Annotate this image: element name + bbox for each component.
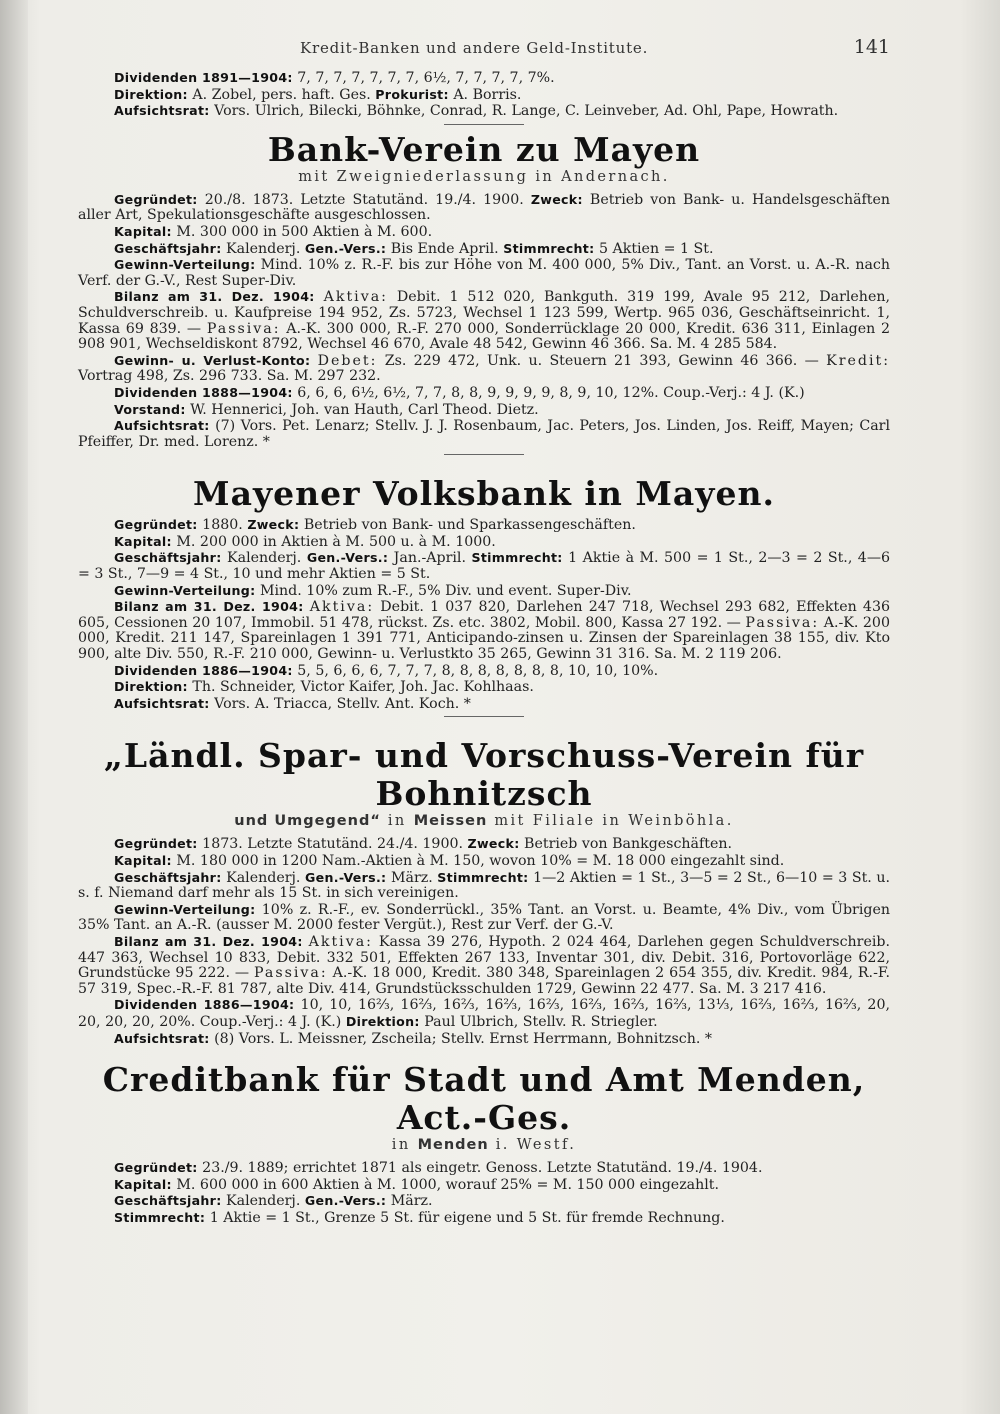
prev-dividenden: Dividenden 1891—1904: 7, 7, 7, 7, 7, 7, 7, 6½, 7, 7, 7, 7, 7%. <box>114 70 555 86</box>
running-header <box>78 36 890 58</box>
field-gewinn-verlust: Gewinn- u. Verlust-Konto: Debet: Zs. 229 472, Unk. u. Steuern 21 393, Gewinn 46 366. — Kredit: Vortrag 498, Zs. 296 733. Sa. M. 297 232. <box>78 352 891 385</box>
field-gewinn-verteilung: Gewinn-Verteilung: Mind. 10% z. R.-F. bis zur Höhe von M. 400 000, 5% Div., Tant. an Vorst. u. A.-R. nach Verf. der G.-V., Rest Super-Div. <box>78 257 891 289</box>
running-title: Kredit-Banken und andere Geld-Institute. <box>300 39 649 57</box>
entry-subtitle: und Umgegend“ in Meissen mit Filiale in Weinböhla. <box>234 813 734 830</box>
entry-title: Creditbank für Stadt und Amt Menden, Act.-Ges. <box>102 1060 866 1138</box>
entry-laendl-spar-verein <box>78 737 890 1047</box>
field-kapital: Kapital: M. 300 000 in 500 Aktien à M. 600. <box>114 223 433 240</box>
field-vorstand: Vorstand: W. Hennerici, Joh. van Hauth, Carl Theod. Dietz. <box>114 401 539 418</box>
field-aufsichtsrat: Aufsichtsrat: (8) Vors. L. Meissner, Zscheila; Stellv. Ernst Herrmann, Bohnitzsch. * <box>114 1030 712 1047</box>
field-direktion: Direktion: Th. Schneider, Victor Kaifer, Joh. Jac. Kohlhaas. <box>114 679 534 696</box>
field-gewinn-verteilung: Gewinn-Verteilung: Mind. 10% zum R.-F., 5% Div. und event. Super-Div. <box>114 582 632 599</box>
field-geschaeftsjahr: Geschäftsjahr: Kalenderj. Gen.-Vers.: März. <box>114 1193 433 1210</box>
field-dividenden: Dividenden 1888—1904: 6, 6, 6, 6½, 6½, 7, 7, 8, 8, 9, 9, 9, 9, 8, 9, 10, 12%. Coup.-Verj.: 4 J. (K.) <box>114 384 805 401</box>
entry-creditbank-menden <box>78 1061 890 1226</box>
prev-entry <box>78 70 890 120</box>
prev-direktion: Direktion: A. Zobel, pers. haft. Ges. Prokurist: A. Borris. <box>114 86 522 103</box>
field-dividenden: Dividenden 1886—1904: 5, 5, 6, 6, 6, 7, 7, 7, 8, 8, 8, 8, 8, 8, 8, 10, 10, 10%. <box>114 662 659 679</box>
entry-mayener-volksbank <box>78 475 890 712</box>
entry-title: Mayener Volksbank in Mayen. <box>193 474 775 514</box>
book-spine-shadow <box>0 0 28 1414</box>
entry-title: „Ländl. Spar- und Vorschuss-Verein für Bohnitzsch <box>103 736 865 814</box>
divider <box>444 716 524 717</box>
entry-subtitle: mit Zweigniederlassung in Andernach. <box>298 168 670 185</box>
field-bilanz: Bilanz am 31. Dez. 1904: Aktiva: Debit. 1 512 020, Bankguth. 319 199, Avale 95 212, Darlehen, Schuldverschreib. u. Kaufpreise 194 952, Zs. 5723, Wechsel 1 123 599, Wertp. 965 036, Geschäftseinricht. 1, Kassa 69 839. — Passiva: A.-K. 300 000, R.-F. 270 000, Sonderrücklage 20 000, Kredit. 636 311, Einlagen 2 908 901, Wechseldiskont 8792, Wechsel 46 670, Avale 48 542, Gewinn 46 366. Sa. M. 4 285 584. <box>78 289 891 353</box>
field-gegruendet: Gegründet: 1880. Zweck: Betrieb von Bank- und Sparkassengeschäften. <box>114 517 636 534</box>
entry-title: Bank-Verein zu Mayen <box>267 129 701 169</box>
field-geschaeftsjahr: Geschäftsjahr: Kalenderj. Gen.-Vers.: Bis Ende April. Stimmrecht: 5 Aktien = 1 St. <box>114 240 714 257</box>
field-bilanz: Bilanz am 31. Dez. 1904: Aktiva: Debit. 1 037 820, Darlehen 247 718, Wechsel 293 682, Effekten 436 605, Cessionen 20 107, Immobil. 51 478, rückst. Zs. etc. 3802, Mobil. 800, Kassa 27 192. — Passiva: A.-K. 200 000, Kredit. 211 147, Spareinlagen 1 391 771, Anticipando-zinsen u. Zinsen der Spareinlagen 38 155, div. Kto 900, alte Div. 550, R.-F. 210 000, Gewinn- u. Verlustkto 35 265, Gewinn 31 316. Sa. M. 2 119 206. <box>78 599 890 663</box>
entry-bank-verein-mayen <box>78 131 890 451</box>
page-content <box>78 36 890 1227</box>
entry-subtitle: in Menden i. Westf. <box>391 1137 577 1154</box>
divider <box>444 124 524 125</box>
field-geschaeftsjahr: Geschäftsjahr: Kalenderj. Gen.-Vers.: März. Stimmrecht: 1—2 Aktien = 1 St., 3—5 = 2 St., 6—10 = 3 St. u. s. f. Niemand darf mehr als 15 St. in sich vereinigen. <box>78 869 891 902</box>
divider <box>444 454 524 455</box>
prev-aufsichtsrat: Aufsichtsrat: Vors. Ulrich, Bilecki, Böhnke, Conrad, R. Lange, C. Leinveber, Ad. Ohl, Pape, Howrath. <box>114 103 839 120</box>
field-kapital: Kapital: M. 600 000 in 600 Aktien à M. 1000, worauf 25% = M. 150 000 eingezahlt. <box>114 1176 720 1193</box>
field-geschaeftsjahr: Geschäftsjahr: Kalenderj. Gen.-Vers.: Jan.-April. Stimmrecht: 1 Aktie à M. 500 = 1 St., 2—3 = 2 St., 4—6 = 3 St., 7—9 = 4 St., 10 und mehr Aktien = 5 St. <box>78 550 891 583</box>
page-number: 141 <box>853 36 890 58</box>
field-kapital: Kapital: M. 180 000 in 1200 Nam.-Aktien à M. 150, wovon 10% = M. 18 000 eingezahlt sind. <box>114 853 785 869</box>
field-gegruendet: Gegründet: 23./9. 1889; errichtet 1871 als eingetr. Genoss. Letzte Statutänd. 19./4. 1904. <box>114 1160 763 1177</box>
field-gewinn-verteilung: Gewinn-Verteilung: 10% z. R.-F., ev. Sonderrückl., 35% Tant. an Vorst. u. Beamte, 4% Div., vom Übrigen 35% Tant. an A.-R. (ausser M. 2000 fester Vergüt.), Rest zur Verf. der G.-V. <box>78 901 890 934</box>
field-gegruendet: Gegründet: 20./8. 1873. Letzte Statutänd. 19./4. 1900. Zweck: Betrieb von Bank- u. Handelsgeschäften aller Art, Spekulationsgeschäfte ausgeschlossen. <box>78 191 891 224</box>
field-aufsichtsrat: Aufsichtsrat: (7) Vors. Pet. Lenarz; Stellv. J. J. Rosenbaum, Jac. Peters, Jos. Linden, Jos. Reiff, Mayen; Carl Pfeiffer, Dr. med. Lorenz. * <box>78 418 890 450</box>
field-kapital: Kapital: M. 200 000 in Aktien à M. 500 u. à M. 1000. <box>114 533 496 550</box>
field-gegruendet: Gegründet: 1873. Letzte Statutänd. 24./4. 1900. Zweck: Betrieb von Bankgeschäften. <box>114 836 732 853</box>
field-stimmrecht: Stimmrecht: 1 Aktie = 1 St., Grenze 5 St. für eigene und 5 St. für fremde Rechnung. <box>114 1209 725 1226</box>
field-aufsichtsrat: Aufsichtsrat: Vors. A. Triacca, Stellv. Ant. Koch. * <box>114 695 471 712</box>
field-dividenden: Dividenden 1886—1904: 10, 10, 16⅔, 16⅔, 16⅔, 16⅔, 16⅔, 16⅔, 16⅔, 16⅔, 13⅓, 16⅔, 16⅔, 16⅔, 20, 20, 20, 20, 20%. Coup.-Verj.: 4 J. (K.) Direktion: Paul Ulbrich, Stellv. R. Striegler. <box>78 997 890 1030</box>
field-bilanz: Bilanz am 31. Dez. 1904: Aktiva: Kassa 39 276, Hypoth. 2 024 464, Darlehen gegen Schuldverschreib. 447 363, Wechsel 10 833, Debit. 332 501, Effekten 267 133, Inventar 301, div. Debit. 316, Portovorläge 622, Grundstücke 95 222. — Passiva: A.-K. 18 000, Kredit. 380 348, Spareinlagen 2 654 355, div. Kredit. 984, R.-F. 57 319, Spec.-R.-F. 81 787, alte Div. 414, Grundstücksschulden 1729, Gewinn 22 477. Sa. M. 3 217 416. <box>78 933 891 997</box>
